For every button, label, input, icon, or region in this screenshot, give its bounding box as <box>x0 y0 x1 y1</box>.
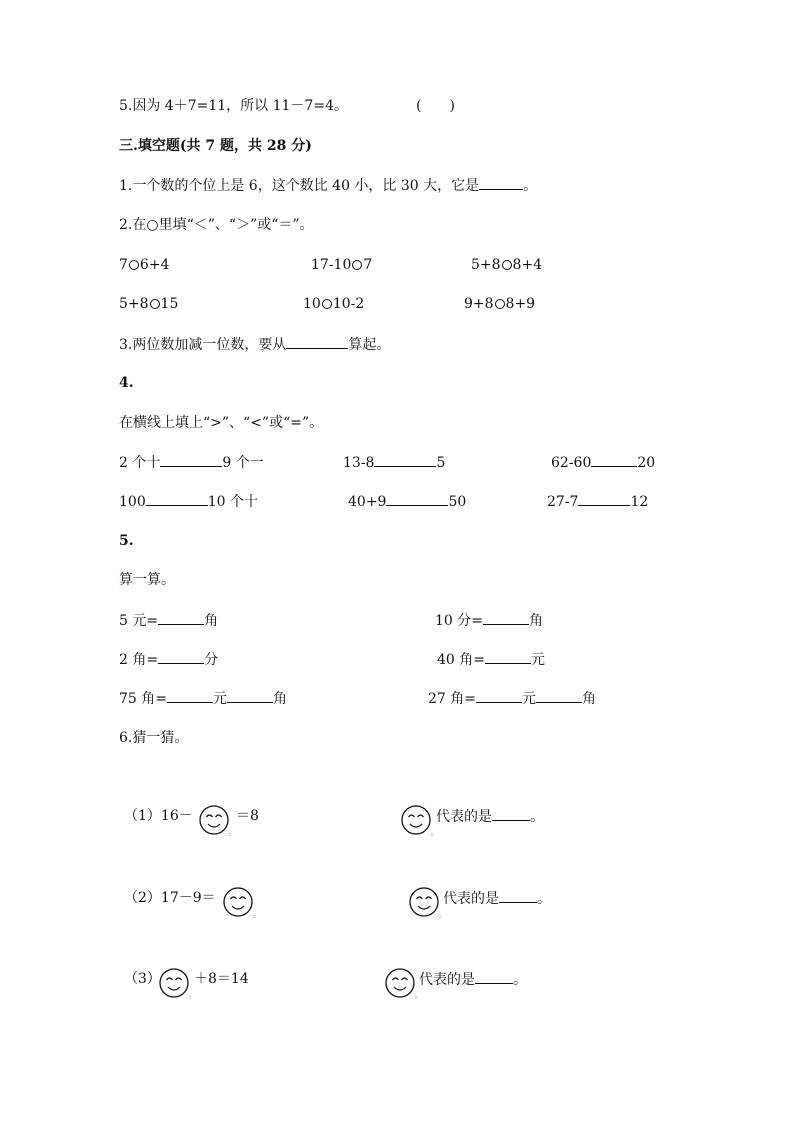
section-title: 三.填空题(共 7 题，共 28 分) <box>119 138 312 154</box>
q1-blank[interactable] <box>479 175 523 190</box>
compare-circle[interactable] <box>129 260 139 270</box>
q5-item-right: 分 <box>204 652 219 668</box>
q6-blank[interactable] <box>475 969 513 984</box>
q5-item-right: 角 <box>529 613 543 629</box>
q2-item-right: 8+9 <box>505 296 536 312</box>
q5-prompt: 算一算。 <box>119 572 175 588</box>
q6-row-label: （3） <box>124 971 161 987</box>
q5-item <box>437 649 545 670</box>
q5-item <box>435 610 543 631</box>
q3-text: 3.两位数加减一位数，要从 <box>119 337 287 353</box>
q2-prompt: 2.在○里填“＜”、“＞”或“＝”。 <box>119 217 314 233</box>
q4-blank[interactable] <box>591 452 637 467</box>
q4-item-right: 9 个一 <box>222 455 264 471</box>
q2-item-right: 15 <box>160 296 179 312</box>
q4-item <box>348 491 466 512</box>
q1 <box>119 175 537 196</box>
q6-row-after: ＋8＝14 <box>194 971 249 987</box>
q2-item-right: 6+4 <box>139 257 170 273</box>
q2-item-left: 9+8 <box>464 296 494 312</box>
q4-blank[interactable] <box>386 491 448 506</box>
q5-prev <box>119 96 348 116</box>
q6-answer-text: 代表的是 <box>436 809 492 825</box>
q4-item <box>343 452 445 473</box>
q5-item <box>119 649 218 670</box>
q5-item-left: 5 元= <box>119 613 159 629</box>
q4-item <box>547 491 648 512</box>
smiley-face-icon <box>401 804 435 838</box>
q4-blank[interactable] <box>578 491 630 506</box>
q5-item-right: 角 <box>582 691 596 707</box>
q5-blank[interactable] <box>227 688 273 703</box>
svg-text::: : <box>415 994 418 1001</box>
q6-answer-text: 代表的是 <box>419 972 475 988</box>
q2-item <box>303 294 364 314</box>
q6-answer <box>436 806 544 827</box>
q5-blank[interactable] <box>485 649 531 664</box>
q4-blank[interactable] <box>374 452 436 467</box>
q4-item-right: 12 <box>630 494 649 510</box>
q2-item <box>119 255 169 275</box>
q4-item-right: 5 <box>436 455 446 471</box>
q3 <box>119 334 390 355</box>
svg-text::: : <box>189 994 192 1001</box>
smiley-face-icon <box>385 967 419 1001</box>
q6-answer <box>419 969 527 990</box>
q5-item-left: 40 角= <box>437 652 485 668</box>
q5-item <box>119 688 287 709</box>
q4-item-left: 40+9 <box>348 494 387 510</box>
q4-item-left: 27-7 <box>547 494 579 510</box>
q5-item-mid: 元 <box>213 691 227 707</box>
q2-item-right: 8+4 <box>512 257 543 273</box>
q2-item-left: 10 <box>303 296 321 312</box>
q2-item-left: 5+8 <box>471 257 501 273</box>
q4-number: 4. <box>119 375 134 391</box>
q6-prompt: 6.猜一猜。 <box>119 730 189 746</box>
compare-circle[interactable] <box>322 299 332 309</box>
q6-answer-end: 。 <box>513 972 527 988</box>
q5-blank[interactable] <box>167 688 213 703</box>
q4-item-left: 62-60 <box>551 455 592 471</box>
q6-row-label: （2）17－9＝ <box>124 890 216 906</box>
svg-text::: : <box>229 831 232 838</box>
q6-answer-end: 。 <box>537 891 551 907</box>
q5-item-left: 2 角= <box>119 652 159 668</box>
q6-blank[interactable] <box>492 806 530 821</box>
q4-item <box>119 491 258 512</box>
q2-item <box>464 294 535 314</box>
q1-end: 。 <box>523 178 538 194</box>
q4-prompt: 在横线上填上“>”、“<”或“=”。 <box>119 415 324 431</box>
q5-item-left: 75 角= <box>119 691 167 707</box>
q4-item-left: 2 个十 <box>119 455 161 471</box>
q6-answer-end: 。 <box>530 809 544 825</box>
q6-blank[interactable] <box>499 888 537 903</box>
q4-item-right: 50 <box>448 494 467 510</box>
q5-blank[interactable] <box>476 688 522 703</box>
smiley-face-icon <box>409 886 443 920</box>
q4-item-right: 20 <box>637 455 656 471</box>
q5-number: 5. <box>119 533 134 549</box>
q5-item <box>428 688 596 709</box>
q4-item-left: 100 <box>119 494 146 510</box>
smiley-face-icon <box>223 886 257 920</box>
q3-end: 算起。 <box>348 337 391 353</box>
q2-item-left: 5+8 <box>119 296 149 312</box>
smiley-face-icon <box>159 967 193 1001</box>
q6-row-label: （1）16－ <box>124 808 193 824</box>
q5-prev-text: 5.因为 4＋7=11，所以 11－7=4。 <box>119 98 348 114</box>
compare-circle[interactable] <box>502 260 512 270</box>
q5-item-left: 10 分= <box>435 613 483 629</box>
q4-item-right: 10 个十 <box>207 494 258 510</box>
q6-answer <box>443 888 551 909</box>
q2-item-right: 10-2 <box>332 296 365 312</box>
compare-circle[interactable] <box>150 299 160 309</box>
q5-item-left: 27 角= <box>428 691 476 707</box>
q4-item <box>551 452 655 473</box>
q6-answer-text: 代表的是 <box>443 891 499 907</box>
q5-blank[interactable] <box>158 610 204 625</box>
q5-prev-paren: ( ) <box>416 98 455 114</box>
q2-item <box>119 294 178 314</box>
q5-item-right: 元 <box>531 652 545 668</box>
q2-item <box>311 255 372 275</box>
q5-item-right: 角 <box>273 691 287 707</box>
q2-item-left: 17-10 <box>311 257 352 273</box>
q4-blank[interactable] <box>160 452 222 467</box>
svg-text::: : <box>431 831 434 838</box>
svg-text::: : <box>253 913 256 920</box>
q6-row-after: ＝8 <box>236 808 259 824</box>
q2-item <box>471 255 542 275</box>
q5-blank[interactable] <box>483 610 529 625</box>
q4-blank[interactable] <box>146 491 208 506</box>
q4-item <box>119 452 264 473</box>
compare-circle[interactable] <box>352 260 362 270</box>
q2-item-left: 7 <box>119 257 128 273</box>
q3-blank[interactable] <box>286 334 348 349</box>
q1-text: 1.一个数的个位上是 6，这个数比 40 小，比 30 大，它是 <box>119 178 480 194</box>
q5-blank[interactable] <box>536 688 582 703</box>
q5-blank[interactable] <box>158 649 204 664</box>
compare-circle[interactable] <box>495 299 505 309</box>
q5-item <box>119 610 218 631</box>
svg-text::: : <box>439 913 442 920</box>
q2-item-right: 7 <box>363 257 373 273</box>
smiley-face-icon <box>199 804 233 838</box>
q5-item-right: 角 <box>204 613 219 629</box>
q5-item-mid: 元 <box>522 691 536 707</box>
q4-item-left: 13-8 <box>343 455 375 471</box>
